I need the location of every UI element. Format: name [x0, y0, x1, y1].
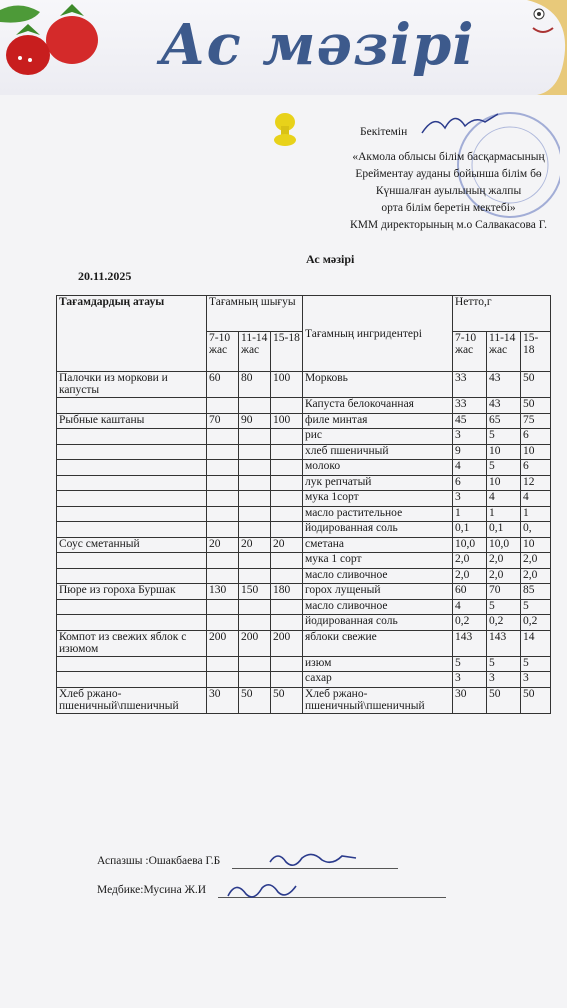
dish-name-cell — [57, 599, 207, 615]
net-weight-cell: 5 — [487, 656, 521, 672]
approval-line: КММ директорының м.о Салвакасова Г. — [350, 219, 547, 231]
approval-line: «Акмола облысы білім басқармасының — [352, 151, 545, 163]
net-weight-cell: 4 — [487, 491, 521, 507]
output-cell — [239, 522, 271, 538]
document-date: 20.11.2025 — [78, 269, 132, 283]
net-weight-cell: 2,0 — [453, 553, 487, 569]
table-row — [57, 491, 551, 507]
net-weight-cell: 5 — [521, 656, 551, 672]
net-weight-cell: 143 — [487, 630, 521, 656]
output-cell: 50 — [239, 687, 271, 713]
dish-name-cell — [57, 615, 207, 631]
output-cell — [207, 460, 239, 476]
table-row — [57, 522, 551, 538]
table-row — [57, 398, 551, 414]
net-weight-cell: 0,1 — [453, 522, 487, 538]
dish-name-cell: Компот из свежих яблок с изюмом — [57, 630, 207, 656]
net-weight-cell: 10 — [521, 444, 551, 460]
net-weight-cell: 70 — [487, 584, 521, 600]
net-weight-cell: 0,2 — [521, 615, 551, 631]
net-weight-cell: 60 — [453, 584, 487, 600]
net-weight-cell: 45 — [453, 413, 487, 429]
ingredient-cell: сахар — [303, 672, 453, 688]
net-weight-cell: 3 — [521, 672, 551, 688]
output-cell — [271, 444, 303, 460]
net-weight-cell: 10 — [487, 444, 521, 460]
dish-name-cell — [57, 506, 207, 522]
output-cell — [239, 615, 271, 631]
ingredient-cell: мука 1 сорт — [303, 553, 453, 569]
ingredient-cell: Хлеб ржано-пшеничный\пшеничный — [303, 687, 453, 713]
output-cell — [271, 429, 303, 445]
output-cell — [271, 398, 303, 414]
net-weight-cell: 5 — [487, 599, 521, 615]
ingredient-cell: филе минтая — [303, 413, 453, 429]
ingredient-cell: молоко — [303, 460, 453, 476]
output-cell: 200 — [239, 630, 271, 656]
dish-name-cell — [57, 444, 207, 460]
dish-name-cell — [57, 491, 207, 507]
ingredient-cell: Капуста белокочанная — [303, 398, 453, 414]
header-net-group: 11-14 жас — [487, 332, 521, 372]
net-weight-cell: 9 — [453, 444, 487, 460]
output-cell — [271, 599, 303, 615]
output-cell — [207, 491, 239, 507]
output-cell — [207, 506, 239, 522]
output-cell — [239, 475, 271, 491]
dish-name-cell — [57, 568, 207, 584]
output-cell — [207, 429, 239, 445]
table-row — [57, 687, 551, 713]
net-weight-cell: 6 — [453, 475, 487, 491]
net-weight-cell: 4 — [453, 599, 487, 615]
net-weight-cell: 3 — [453, 491, 487, 507]
net-weight-cell: 50 — [521, 398, 551, 414]
output-cell — [239, 672, 271, 688]
table-row — [57, 615, 551, 631]
dish-name-cell — [57, 460, 207, 476]
header-net-group: 15-18 — [521, 332, 551, 372]
output-cell: 200 — [271, 630, 303, 656]
net-weight-cell: 43 — [487, 372, 521, 398]
net-weight-cell: 4 — [453, 460, 487, 476]
banner-title: Ас мәзірі — [160, 12, 475, 78]
ingredient-cell: мука 1сорт — [303, 491, 453, 507]
ingredient-cell: масло растительное — [303, 506, 453, 522]
output-cell — [207, 672, 239, 688]
output-cell: 30 — [207, 687, 239, 713]
output-cell — [239, 491, 271, 507]
dish-name-cell — [57, 522, 207, 538]
net-weight-cell: 30 — [453, 687, 487, 713]
output-cell — [239, 444, 271, 460]
menu-table — [56, 295, 551, 714]
ingredient-cell: изюм — [303, 656, 453, 672]
output-cell: 60 — [207, 372, 239, 398]
output-cell — [271, 672, 303, 688]
output-cell: 80 — [239, 372, 271, 398]
net-weight-cell: 85 — [521, 584, 551, 600]
net-weight-cell: 65 — [487, 413, 521, 429]
table-row — [57, 568, 551, 584]
net-weight-cell: 6 — [521, 429, 551, 445]
header-age-group: 11-14 жас — [239, 332, 271, 372]
ingredient-cell: йодированная соль — [303, 522, 453, 538]
output-cell — [239, 506, 271, 522]
header-dish: Тағамдардың атауы — [57, 296, 207, 372]
table-row — [57, 672, 551, 688]
output-cell — [271, 460, 303, 476]
header-output: Тағамның шығуы — [207, 296, 303, 332]
dish-name-cell — [57, 553, 207, 569]
net-weight-cell: 3 — [453, 429, 487, 445]
output-cell: 90 — [239, 413, 271, 429]
table-row — [57, 537, 551, 553]
net-weight-cell: 10 — [521, 537, 551, 553]
approval-line: орта білім беретін мектебі» — [381, 202, 516, 214]
net-weight-cell: 0,2 — [487, 615, 521, 631]
output-cell — [207, 615, 239, 631]
header-age-group: 15-18 — [271, 332, 303, 372]
output-cell — [271, 553, 303, 569]
table-row — [57, 584, 551, 600]
ingredient-cell: сметана — [303, 537, 453, 553]
net-weight-cell: 2,0 — [487, 568, 521, 584]
ingredient-cell: Морковь — [303, 372, 453, 398]
net-weight-cell: 0, — [521, 522, 551, 538]
dish-name-cell — [57, 475, 207, 491]
net-weight-cell: 2,0 — [487, 553, 521, 569]
output-cell: 100 — [271, 372, 303, 398]
table-row — [57, 460, 551, 476]
document-title: Ас мәзірі — [306, 252, 355, 266]
dish-name-cell: Соус сметанный — [57, 537, 207, 553]
output-cell: 20 — [207, 537, 239, 553]
net-weight-cell: 2,0 — [453, 568, 487, 584]
ingredient-cell: хлеб пшеничный — [303, 444, 453, 460]
strawberry-icon — [0, 0, 110, 80]
dish-name-cell: Рыбные каштаны — [57, 413, 207, 429]
output-cell — [271, 506, 303, 522]
output-cell: 20 — [271, 537, 303, 553]
dish-name-cell: Хлеб ржано-пшеничный\пшеничный — [57, 687, 207, 713]
dish-name-cell — [57, 398, 207, 414]
table-row — [57, 630, 551, 656]
table-row — [57, 372, 551, 398]
net-weight-cell: 10,0 — [453, 537, 487, 553]
ingredient-cell: яблоки свежие — [303, 630, 453, 656]
ingredient-cell: масло сливочное — [303, 599, 453, 615]
pushpin-icon — [272, 112, 298, 152]
net-weight-cell: 12 — [521, 475, 551, 491]
header-ingredients: Тағамның ингридентері — [303, 296, 453, 372]
net-weight-cell: 50 — [521, 687, 551, 713]
output-cell — [239, 568, 271, 584]
net-weight-cell: 43 — [487, 398, 521, 414]
net-weight-cell: 4 — [521, 491, 551, 507]
dish-name-cell: Палочки из моркови и капусты — [57, 372, 207, 398]
output-cell — [207, 522, 239, 538]
output-cell — [239, 460, 271, 476]
menu-banner — [0, 0, 567, 95]
output-cell — [207, 398, 239, 414]
net-weight-cell: 143 — [453, 630, 487, 656]
nurse-signature-line: Медбике:Мусина Ж.И — [97, 884, 207, 896]
net-weight-cell: 10,0 — [487, 537, 521, 553]
net-weight-cell: 2,0 — [521, 568, 551, 584]
output-cell — [271, 491, 303, 507]
header-age-group: 7-10 жас — [207, 332, 239, 372]
nurse-signature-icon — [226, 876, 306, 906]
ingredient-cell: рис — [303, 429, 453, 445]
output-cell — [207, 475, 239, 491]
table-row — [57, 656, 551, 672]
output-cell — [239, 398, 271, 414]
approval-line: Ерейментау ауданы бойынша білім бө — [355, 168, 542, 180]
approval-line: Күншалған ауылының жалпы — [375, 185, 522, 197]
output-cell — [271, 522, 303, 538]
output-cell — [271, 656, 303, 672]
dish-name-cell — [57, 429, 207, 445]
approval-heading: Бекітемін — [360, 126, 408, 138]
net-weight-cell: 6 — [521, 460, 551, 476]
net-weight-cell: 50 — [487, 687, 521, 713]
output-cell: 70 — [207, 413, 239, 429]
output-cell: 20 — [239, 537, 271, 553]
output-cell — [207, 599, 239, 615]
dish-name-cell — [57, 672, 207, 688]
net-weight-cell: 2,0 — [521, 553, 551, 569]
net-weight-cell: 5 — [487, 460, 521, 476]
table-row — [57, 553, 551, 569]
net-weight-cell: 5 — [521, 599, 551, 615]
output-cell: 150 — [239, 584, 271, 600]
net-weight-cell: 10 — [487, 475, 521, 491]
output-cell: 130 — [207, 584, 239, 600]
output-cell: 200 — [207, 630, 239, 656]
net-weight-cell: 1 — [487, 506, 521, 522]
table-row — [57, 506, 551, 522]
net-weight-cell: 33 — [453, 398, 487, 414]
cook-signature-icon — [268, 848, 358, 872]
output-cell — [271, 568, 303, 584]
net-weight-cell: 75 — [521, 413, 551, 429]
table-row — [57, 429, 551, 445]
output-cell — [207, 656, 239, 672]
output-cell — [271, 615, 303, 631]
cartoon-character-icon — [507, 0, 567, 95]
net-weight-cell: 0,2 — [453, 615, 487, 631]
ingredient-cell: лук репчатый — [303, 475, 453, 491]
table-row — [57, 599, 551, 615]
dish-name-cell — [57, 656, 207, 672]
cook-signature-line: Аспазшы :Ошакбаева Г.Б — [97, 855, 221, 867]
output-cell — [207, 568, 239, 584]
output-cell: 50 — [271, 687, 303, 713]
header-net: Нетто,г — [453, 296, 551, 332]
approval-block — [330, 124, 567, 234]
ingredient-cell: горох лущеный — [303, 584, 453, 600]
net-weight-cell: 3 — [487, 672, 521, 688]
output-cell — [207, 553, 239, 569]
net-weight-cell: 33 — [453, 372, 487, 398]
output-cell: 180 — [271, 584, 303, 600]
net-weight-cell: 1 — [521, 506, 551, 522]
table-row — [57, 475, 551, 491]
output-cell: 100 — [271, 413, 303, 429]
output-cell — [207, 444, 239, 460]
net-weight-cell: 5 — [487, 429, 521, 445]
output-cell — [239, 553, 271, 569]
output-cell — [239, 599, 271, 615]
dish-name-cell: Пюре из гороха Буршак — [57, 584, 207, 600]
net-weight-cell: 50 — [521, 372, 551, 398]
ingredient-cell: йодированная соль — [303, 615, 453, 631]
net-weight-cell: 3 — [453, 672, 487, 688]
table-row — [57, 444, 551, 460]
ingredient-cell: масло сливочное — [303, 568, 453, 584]
net-weight-cell: 0,1 — [487, 522, 521, 538]
table-row — [57, 413, 551, 429]
output-cell — [239, 656, 271, 672]
output-cell — [239, 429, 271, 445]
net-weight-cell: 14 — [521, 630, 551, 656]
net-weight-cell: 1 — [453, 506, 487, 522]
output-cell — [271, 475, 303, 491]
header-net-group: 7-10 жас — [453, 332, 487, 372]
net-weight-cell: 5 — [453, 656, 487, 672]
